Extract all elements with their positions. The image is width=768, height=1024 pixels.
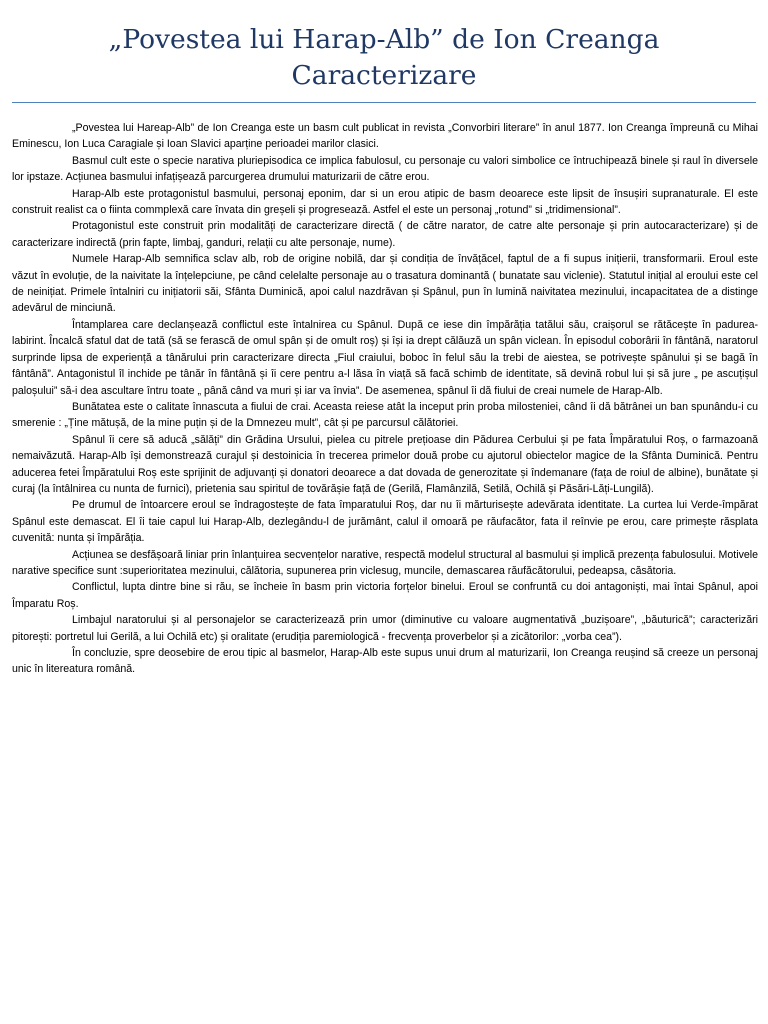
paragraph: Basmul cult este o specie narativa pluriepisodica ce implica fabulosul, cu personaje cu valori simbolice ce întruchipează binele și raul în diversele lor ipstaze. Acțiunea basmului infațișează parcurgerea drumului maturizarii de către erou. — [12, 154, 758, 184]
paragraph: Harap-Alb este protagonistul basmului, personaj eponim, dar si un erou atipic de basm deoarece este lipsit de însușiri supranaturale. El este construit realist ca o fiinta commplexă care învata din greșeli și progresează. Astfel el este un personaj „rotund” si „tridimensional”. — [12, 187, 758, 217]
page-title — [30, 22, 738, 94]
paragraph: Conflictul, lupta dintre bine si rău, se încheie în basm prin victoria forțelor binelui. Eroul se confruntă cu doi antagoniști, mai întai Spânul, apoi Împaratu Roș. — [12, 581, 758, 610]
paragraph: Bunătatea este o calitate înnascuta a fiului de crai. Aceasta reiese atât la inceput prin proba milosteniei, când îi dă bătrânei un ban spunându-i cu smerenie : „Ține mătușă, de la mine puțin și de la Dmnezeu mult”, cât și pe parcursul călătoriei. — [12, 400, 758, 430]
paragraph: În concluzie, spre deosebire de erou tipic al basmelor, Harap-Alb este supus unui drum al maturizarii, Ion Creanga reușind să creeze un personaj unic în litereatura română. — [12, 647, 758, 676]
paragraph: Pe drumul de întoarcere eroul se îndragostește de fata împaratului Roș, dar nu îi mărturisește adevărata identitate. La curtea lui Verde-împărat Spânul este demascat. El îi taie capul lui Harap-Alb, dezlegându-l de jurământ, calul il omoară pe răufacător, fata il reînvie pe erou, care primește răsplata cuvenită: nunta și împărăția. — [12, 499, 758, 545]
paragraph: Întamplarea care declanșează conflictul este întalnirea cu Spânul. După ce iese din împărăția tatălui său, craișorul se rătăcește în padurea-labirint. Încalcă sfatul dat de tată (să se ferască de omul spân și de omult roș) și își ia drept călăuză un spân viclean. În episodul coborârii în fântână, naratorul surprinde lipsa de experiență a tânărului prin caracterizare directa „Fiul craiului, boboc în felul său la trebi de aiestea, se potrivește spânului și se bagă în fântână”. Antagonistul îl inchide pe tânăr în fântână și îi cere pentru a-l lăsa în viață să facă schimb de identitate, să devină robul lui și să jure „ pe ascuțișul paloșului” să-i dea ascultare întru toate „ până când va muri și iar va învia”. De asemenea, spânul îi dă fiului de creai numele de Harap-Alb. — [12, 318, 758, 397]
paragraph: Protagonistul este construit prin modalități de caracterizare directă ( de către narator, de catre alte personaje și prin autocaracterizare) și de caracterizare indirectă (prin fapte, limbaj, ganduri, relații cu alte personaje, nume). — [12, 220, 758, 249]
paragraph: Acțiunea se desfășoară liniar prin înlanțuirea secvențelor narative, respectă modelul structural al basmului și implică prezența fabulosului. Motivele narative specifice sunt :superioritatea mezinului, călătoria, supunerea prin viclesug, muncile, demascarea răufăcătorului, pedeapsa, căsătoria. — [12, 548, 759, 577]
paragraph: „Povestea lui Hareap-Alb” de Ion Creanga este un basm cult publicat in revista „Convorbiri literare” în anul 1877. Ion Creanga împreună cu Mihai Eminescu, Ion Luca Caragiale și Ioan Slavici aparține perioadei marilor clasici. — [12, 122, 758, 151]
title-divider — [12, 102, 756, 103]
paragraph: Spânul îi cere să aducă „sălăți” din Grădina Ursului, pielea cu pitrele prețioase din Pădurea Cerbului și pe fata Împăratului Roș, o farmazoană nemaivăzută. Harap-Alb își demonstrează curajul și destoinicia în trecerea primelor două probe cu ajutorul obiectelor magice de la Sfânta Duminică. Pentru aducerea fetei Împăratului Roș este sprijinit de adjuvanți și donatori deoarece a dat dovada de generozitate și îndemanare (fața de roiul de albine), bunătate și curaj (la întâlnirea cu nunta de furnici), prietenia sau spiritul de tovărășie față de (Gerilă, Flamânzilă, Setilă, Ochilă și Păsări-Lăți-Lungilă). — [12, 433, 758, 495]
title-line-2: Caracterizare — [291, 60, 477, 91]
paragraph: Limbajul naratorului și al personajelor se caracterizează prin umor (diminutive cu valoare augmentativă „buzișoare”, „băuturică”; caracterizări pitorești: portretul lui Gerilă, a lui Ochilă etc) și oralitate (erudiția paremiologică - frecvența proverbelor și a zicătorilor: „vorba cea”). — [12, 614, 758, 643]
title-line-1: „Povestea lui Harap-Alb” de Ion Creanga — [108, 24, 660, 55]
paragraph: Numele Harap-Alb semnifica sclav alb, rob de origine nobilă, dar și condiția de învățăcel, faptul de a fi supus inițierii, transformarii. Eroul este văzut în evoluție, de la naivitate la înțelepciune, pe când celelalte personaje au o trasatura dominantă ( bunatate sau viclenie). Statutul inițial al eroului este cel de neinițiat. Primele întalniri cu inițiatorii săi, Sfânta Duminică, apoi calul nazdrăvan și Spânul, pun în lumină naivitatea mezinului, incapacitatea de a distinge adevărul de minciună. — [12, 253, 758, 315]
document-body — [12, 120, 758, 678]
